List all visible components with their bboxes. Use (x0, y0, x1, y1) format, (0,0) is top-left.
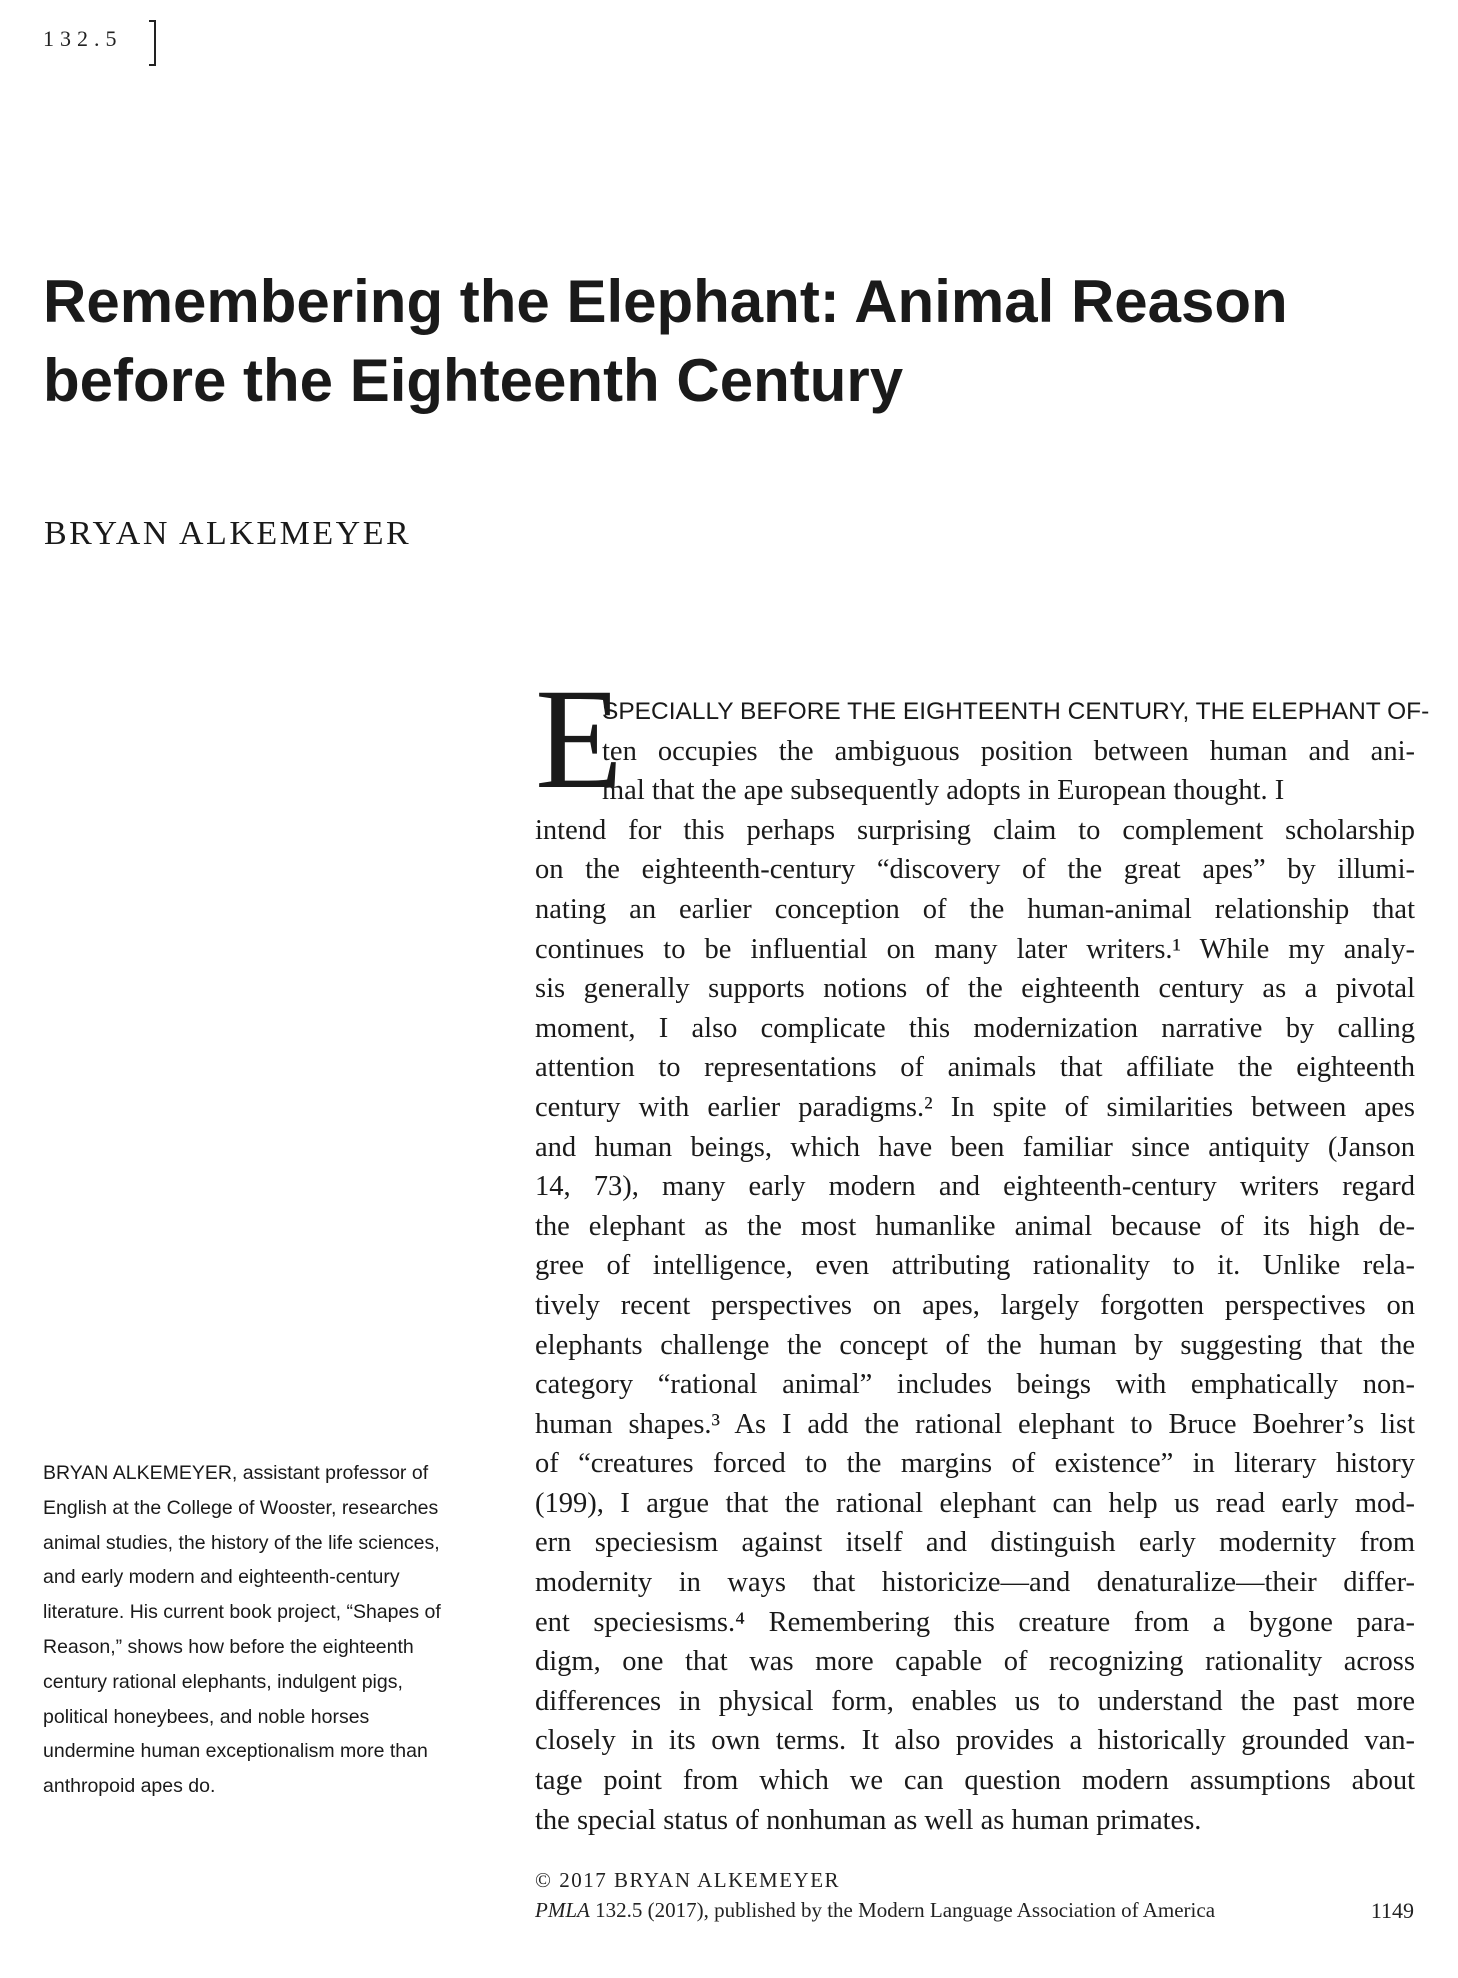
body-line: ent speciesisms.⁴ Remembering this creature from a bygone para- (535, 1606, 1415, 1638)
body-line: (199), I argue that the rational elephant can help us read early mod- (535, 1487, 1415, 1519)
body-line: on the eighteenth-century “discovery of the great apes” by illumi- (535, 854, 1415, 886)
body-line: ern speciesism against itself and distinguish early modernity from (535, 1527, 1415, 1559)
body-line: and human beings, which have been familiar since antiquity (Janson (535, 1131, 1415, 1163)
body-line: digm, one that was more capable of recognizing rationality across (535, 1646, 1415, 1678)
body-line: differences in physical form, enables us to understand the past more (535, 1685, 1415, 1717)
body-line: closely in its own terms. It also provides a historically grounded van- (535, 1725, 1415, 1757)
body-line: attention to representations of animals that affiliate the eighteenth (535, 1052, 1415, 1084)
body-line: category “rational animal” includes beings with emphatically non- (535, 1369, 1415, 1401)
body-line: the special status of nonhuman as well as human primates. (535, 1804, 1202, 1836)
body-line: nating an earlier conception of the human-animal relationship that (535, 893, 1415, 925)
body-line: tage point from which we can question modern assumptions about (535, 1765, 1415, 1797)
author-bio: BRYAN ALKEMEYER, assistant professor of English at the College of Wooster, researches animal studies, the history of the life sciences, and early modern and eighteenth-century literature. His current book project, “Shapes of Reason,” shows how before the eighteenth century rational elephants, indulgent pigs, political honeybees, and noble horses undermine human exceptionalism more than anthropoid apes do. (43, 1462, 441, 1798)
body-line: century with earlier paradigms.² In spite of similarities between apes (535, 1091, 1415, 1123)
body-line: elephants challenge the concept of the human by suggesting that the (535, 1329, 1415, 1361)
body-line: gree of intelligence, even attributing rationality to it. Unlike rela- (535, 1250, 1415, 1282)
body-line: SPECIALLY BEFORE THE EIGHTEENTH CENTURY, THE ELEPHANT OF- (602, 698, 1430, 725)
body-line: the elephant as the most humanlike animal because of its high de- (535, 1210, 1415, 1242)
body-line: intend for this perhaps surprising claim to complement scholarship (535, 814, 1415, 846)
issue-bracket (149, 20, 156, 66)
article-title: Remembering the Elephant: Animal Reason before the Eighteenth Century (43, 268, 1288, 414)
body-text (535, 660, 1430, 1840)
body-line: tively recent perspectives on apes, largely forgotten perspectives on (535, 1289, 1415, 1321)
body-line: human shapes.³ As I add the rational elephant to Bruce Boehrer’s list (535, 1408, 1415, 1440)
body-line: mal that the ape subsequently adopts in European thought. I (602, 775, 1285, 807)
body-line: sis generally supports notions of the eighteenth century as a pivotal (535, 973, 1415, 1005)
body-line: modernity in ways that historicize—and denaturalize—their differ- (535, 1567, 1415, 1599)
page-number: 1149 (1370, 1898, 1414, 1923)
journal-name: PMLA (535, 1898, 590, 1922)
article-author: BRYAN ALKEMEYER (44, 515, 412, 552)
body-line: of “creatures forced to the margins of existence” in literary history (535, 1448, 1415, 1480)
issue-number: 132.5 (43, 26, 123, 51)
journal-details: 132.5 (2017), published by the Modern Language Association of America (589, 1898, 1216, 1922)
body-line: 14, 73), many early modern and eighteenth-century writers regard (535, 1171, 1415, 1203)
journal-citation (535, 1898, 1215, 1923)
drop-cap: E (535, 660, 623, 819)
copyright-notice: © 2017 BRYAN ALKEMEYER (535, 1868, 841, 1892)
body-line: continues to be influential on many later writers.¹ While my analy- (535, 933, 1415, 965)
body-line: moment, I also complicate this modernization narrative by calling (535, 1012, 1415, 1044)
body-line: ten occupies the ambiguous position between human and ani- (602, 735, 1415, 767)
